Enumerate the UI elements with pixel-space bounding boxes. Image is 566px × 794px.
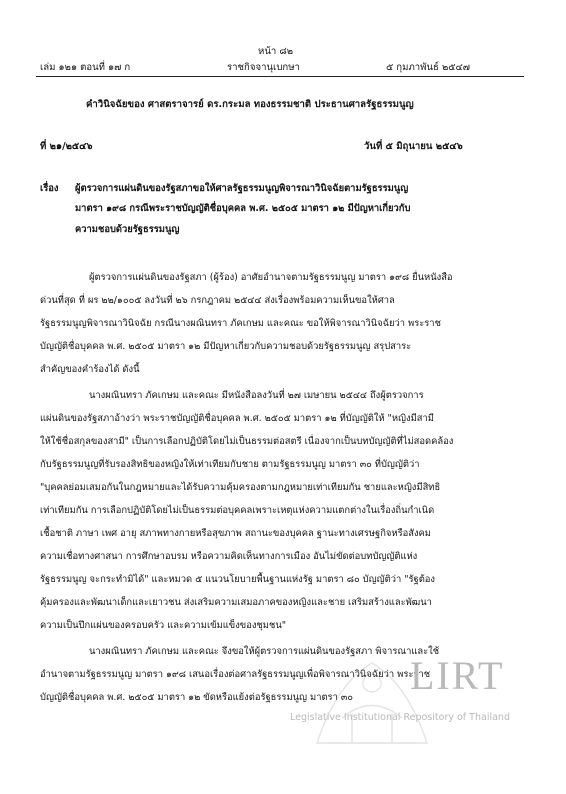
- paragraph-line: เชื้อชาติ ภาษา เพศ อายุ สภาพทางกายหรือสุขภาพ สถานะของบุคคล ฐานะทางเศรษฐกิจหรือสังคม: [40, 528, 431, 539]
- paragraph-line: เท่าเทียมกัน การเลือกปฏิบัติโดยไม่เป็นธรรมต่อบุคคลเพราะเหตุแห่งความแตกต่างในเรื่องถิ่นกำเนิด: [40, 505, 435, 516]
- paragraph-line: สำคัญของคำร้องได้ ดังนี้: [40, 364, 140, 375]
- paragraph-line: บัญญัติชื่อบุคคล พ.ศ. ๒๕๐๕ มาตรา ๑๒ มีปัญหาเกี่ยวกับความชอบด้วยรัฐธรรมนูญ สรุปสาระ: [40, 341, 412, 352]
- subject-label: เรื่อง: [40, 183, 59, 194]
- subject-line: ผู้ตรวจการแผ่นดินของรัฐสภาขอให้ศาลรัฐธรรมนูญพิจารณาวินิจฉัยตามรัฐธรรมนูญ: [75, 183, 409, 194]
- paragraph-line: ให้ใช้ชื่อสกุลของสามี" เป็นการเลือกปฏิบัติโดยไม่เป็นธรรมต่อสตรี เนื่องจากเป็นบทบัญญัติที่ไม่สอดคล้อง: [40, 436, 454, 447]
- paragraph-line: อำนาจตามรัฐธรรมนูญ มาตรา ๑๙๘ เสนอเรื่องต่อศาลรัฐธรรมนูญเพื่อพิจารณาวินิจฉัยว่า พระราช: [40, 669, 431, 680]
- watermark-caption: Legislative Institutional Repository of Thailand: [290, 712, 510, 723]
- paragraph-line: คุ้มครองและพัฒนาเด็กและเยาวชน ส่งเสริมความเสมอภาคของหญิงและชาย เสริมสร้างและพัฒนา: [40, 597, 432, 608]
- paragraph-line: รัฐธรรมนูญ จะกระทำมิได้" และหมวด ๕ แนวนโยบายพื้นฐานแห่งรัฐ มาตรา ๘๐ บัญญัติว่า "รัฐต้อง: [40, 574, 436, 585]
- document-title: คำวินิจฉัยของ ศาสตราจารย์ ดร.กระมล ทองธรรมชาติ ประธานศาลรัฐธรรมนูญ: [86, 99, 414, 110]
- paragraph-line: "บุคคลย่อมเสมอกันในกฎหมายและได้รับความคุ้มครองตามกฎหมายเท่าเทียมกัน ชายและหญิงมีสิทธิ: [40, 482, 441, 493]
- paragraph-line: ความเป็นปึกแผ่นของครอบครัว และความเข้มแข็งของชุมชน": [40, 620, 287, 631]
- paragraph-line: นางผณินทรา ภัคเกษม และคณะ จึงขอให้ผู้ตรวจการแผ่นดินของรัฐสภา พิจารณาและใช้: [89, 646, 440, 657]
- decision-number: ที่ ๒๑/๒๕๔๖: [40, 141, 93, 152]
- page-number: หน้า ๘๒: [258, 46, 294, 57]
- decision-date: วันที่ ๕ มิถุนายน ๒๕๔๖: [364, 141, 463, 152]
- paragraph-line: แผ่นดินของรัฐสภาอ้างว่า พระราชบัญญัติชื่อบุคคล พ.ศ. ๒๕๐๕ มาตรา ๑๒ ที่บัญญัติให้ "หญิงมีสามี: [40, 413, 434, 424]
- subject-line: มาตรา ๑๙๘ กรณีพระราชบัญญัติชื่อบุคคล พ.ศ. ๒๕๐๕ มาตรา ๑๒ มีปัญหาเกี่ยวกับ: [75, 203, 411, 214]
- paragraph-line: บัญญัติชื่อบุคคล พ.ศ. ๒๕๐๕ มาตรา ๑๒ ขัดหรือแย้งต่อรัฐธรรมนูญ มาตรา ๓๐: [40, 692, 353, 703]
- paragraph-line: ผู้ตรวจการแผ่นดินของรัฐสภา (ผู้ร้อง) อาศัยอำนาจตามรัฐธรรมนูญ มาตรา ๑๙๘ ยื่นหนังสือ: [89, 272, 453, 283]
- watermark-logo: LIRT: [410, 653, 505, 698]
- gazette-name: ราชกิจจานุเบกษา: [227, 62, 300, 73]
- header-divider: [36, 76, 524, 77]
- subject-line: ความชอบด้วยรัฐธรรมนูญ: [75, 224, 180, 235]
- paragraph-line: รัฐธรรมนูญพิจารณาวินิจฉัย กรณีนางผณินทรา ภัคเกษม และคณะ ขอให้พิจารณาวินิจฉัยว่า พระราช: [40, 318, 441, 329]
- paragraph-line: นางผณินทรา ภัคเกษม และคณะ มีหนังสือลงวันที่ ๒๗ เมษายน ๒๕๔๔ ถึงผู้ตรวจการ: [89, 390, 424, 401]
- volume-issue: เล่ม ๑๒๑ ตอนที่ ๑๗ ก: [40, 62, 131, 73]
- paragraph-line: กับรัฐธรรมนูญที่รับรองสิทธิของหญิงให้เท่าเทียมกับชาย ตามรัฐธรรมนูญ มาตรา ๓๐ ที่บัญญัติว่า: [40, 459, 420, 470]
- paragraph-line: ด่วนที่สุด ที่ ผร ๒๒/๑๐๐๕ ลงวันที่ ๒๖ กรกฎาคม ๒๕๔๔ ส่งเรื่องพร้อมความเห็นขอให้ศาล: [40, 295, 395, 306]
- paragraph-line: ความเชื่อทางศาสนา การศึกษาอบรม หรือความคิดเห็นทางการเมือง อันไม่ขัดต่อบทบัญญัติแห่ง: [40, 551, 418, 562]
- gazette-date: ๕ กุมภาพันธ์ ๒๕๔๗: [386, 62, 471, 73]
